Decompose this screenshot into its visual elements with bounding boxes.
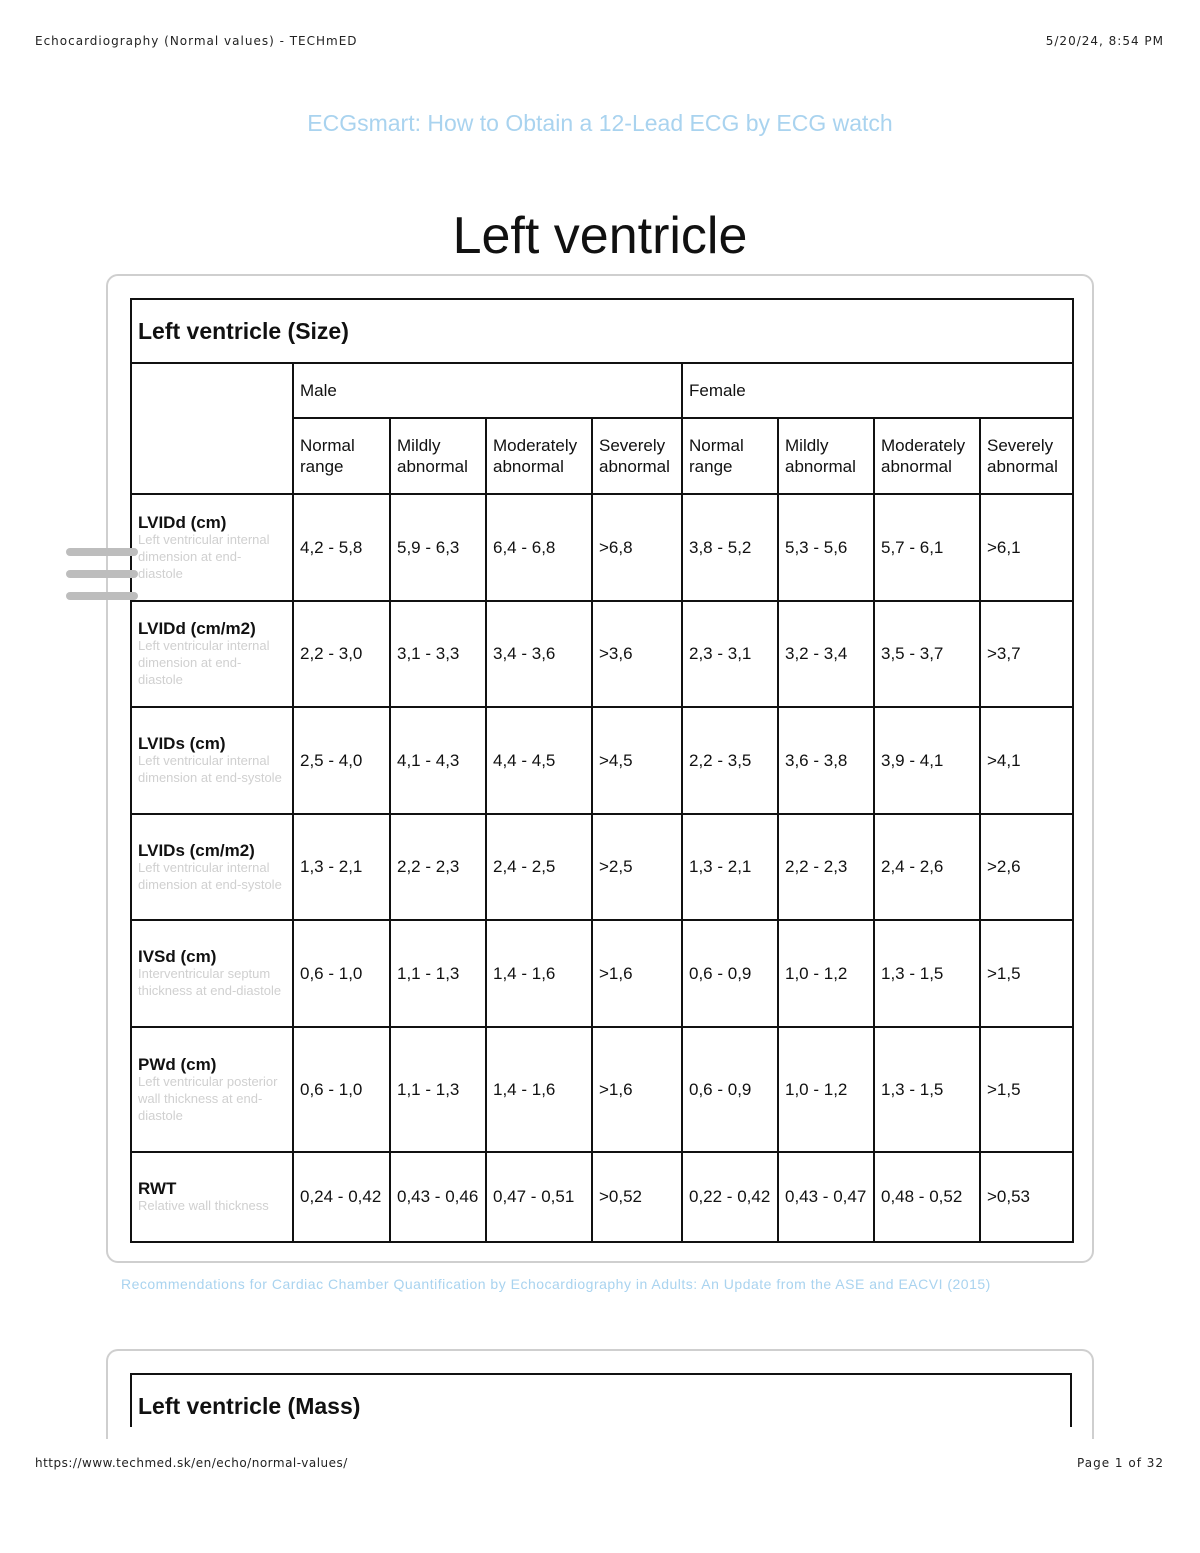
value-cell: >1,6 bbox=[592, 920, 682, 1027]
value-cell: 4,1 - 4,3 bbox=[390, 707, 486, 814]
parameter-name: LVIDs (cm) bbox=[138, 734, 226, 753]
value-cell: 4,2 - 5,8 bbox=[293, 494, 390, 601]
subheader-cell: Moderately abnormal bbox=[486, 418, 592, 494]
value-cell: >4,1 bbox=[980, 707, 1073, 814]
value-cell: 1,3 - 2,1 bbox=[293, 814, 390, 920]
subheader-cell: Severely abnormal bbox=[592, 418, 682, 494]
value-cell: 2,2 - 3,0 bbox=[293, 601, 390, 707]
parameter-description: Left ventricular internal dimension at end-diastole bbox=[138, 531, 270, 581]
value-cell: >6,8 bbox=[592, 494, 682, 601]
value-cell: >3,6 bbox=[592, 601, 682, 707]
subheader-cell: Severely abnormal bbox=[980, 418, 1073, 494]
parameter-cell bbox=[131, 601, 293, 707]
group-header-male: Male bbox=[293, 363, 682, 418]
value-cell: 0,48 - 0,52 bbox=[874, 1152, 980, 1242]
value-cell: 6,4 - 6,8 bbox=[486, 494, 592, 601]
parameter-description: Left ventricular internal dimension at end-systole bbox=[138, 753, 282, 785]
value-cell: 4,4 - 4,5 bbox=[486, 707, 592, 814]
value-cell: 2,2 - 3,5 bbox=[682, 707, 778, 814]
parameter-name: RWT bbox=[138, 1179, 177, 1198]
parameter-description: Relative wall thickness bbox=[138, 1198, 269, 1213]
value-cell: >4,5 bbox=[592, 707, 682, 814]
value-cell: >0,53 bbox=[980, 1152, 1073, 1242]
print-footer-page: Page 1 of 32 bbox=[1077, 1456, 1164, 1470]
group-header-row bbox=[131, 363, 1073, 418]
print-footer-url: https://www.techmed.sk/en/echo/normal-values/ bbox=[35, 1456, 348, 1470]
value-cell: 1,4 - 1,6 bbox=[486, 920, 592, 1027]
value-cell: 3,4 - 3,6 bbox=[486, 601, 592, 707]
value-cell: 3,1 - 3,3 bbox=[390, 601, 486, 707]
parameter-description: Left ventricular internal dimension at end-systole bbox=[138, 859, 282, 892]
value-cell: 2,2 - 2,3 bbox=[778, 814, 874, 920]
hamburger-menu-icon[interactable] bbox=[66, 548, 138, 600]
value-cell: 2,4 - 2,5 bbox=[486, 814, 592, 920]
value-cell: 1,0 - 1,2 bbox=[778, 920, 874, 1027]
parameter-name: LVIDs (cm/m2) bbox=[138, 840, 255, 860]
value-cell: 2,4 - 2,6 bbox=[874, 814, 980, 920]
value-cell: >1,5 bbox=[980, 920, 1073, 1027]
parameter-description: Interventricular septum thickness at end-diastole bbox=[138, 966, 282, 998]
value-cell: 1,3 - 1,5 bbox=[874, 920, 980, 1027]
value-cell: 1,3 - 1,5 bbox=[874, 1027, 980, 1152]
value-cell: >3,7 bbox=[980, 601, 1073, 707]
value-cell: >2,5 bbox=[592, 814, 682, 920]
value-cell: 0,24 - 0,42 bbox=[293, 1152, 390, 1242]
value-cell: 0,6 - 0,9 bbox=[682, 1027, 778, 1152]
citation-link[interactable]: Recommendations for Cardiac Chamber Quantification by Echocardiography in Adults: An Update from the ASE and EACVI (2015) bbox=[121, 1276, 991, 1292]
value-cell: 0,22 - 0,42 bbox=[682, 1152, 778, 1242]
page-title: Left ventricle bbox=[452, 207, 748, 265]
subheader-cell: Normal range bbox=[682, 418, 778, 494]
value-cell: 5,7 - 6,1 bbox=[874, 494, 980, 601]
value-cell: >1,5 bbox=[980, 1027, 1073, 1152]
table-row bbox=[131, 814, 1073, 920]
value-cell: 1,0 - 1,2 bbox=[778, 1027, 874, 1152]
parameter-name: IVSd (cm) bbox=[138, 947, 217, 966]
lv-size-table bbox=[130, 298, 1074, 1243]
value-cell: 3,2 - 3,4 bbox=[778, 601, 874, 707]
print-header-title: Echocardiography (Normal values) - TECHmED bbox=[35, 34, 358, 48]
value-cell: 0,6 - 1,0 bbox=[293, 1027, 390, 1152]
value-cell: 3,9 - 4,1 bbox=[874, 707, 980, 814]
table-row bbox=[131, 1152, 1073, 1242]
subheader-cell: Mildly abnormal bbox=[390, 418, 486, 494]
subheader-cell: Moderately abnormal bbox=[874, 418, 980, 494]
value-cell: >2,6 bbox=[980, 814, 1073, 920]
table-row bbox=[131, 1027, 1073, 1152]
parameter-name: PWd (cm) bbox=[138, 1054, 217, 1074]
value-cell: 5,3 - 5,6 bbox=[778, 494, 874, 601]
table-row bbox=[131, 707, 1073, 814]
promo-link[interactable]: ECGsmart: How to Obtain a 12-Lead ECG by ECG watch bbox=[307, 110, 893, 136]
parameter-cell bbox=[131, 1027, 293, 1152]
value-cell: >1,6 bbox=[592, 1027, 682, 1152]
value-cell: 1,4 - 1,6 bbox=[486, 1027, 592, 1152]
value-cell: >6,1 bbox=[980, 494, 1073, 601]
parameter-name: LVIDd (cm/m2) bbox=[138, 619, 256, 638]
value-cell: >0,52 bbox=[592, 1152, 682, 1242]
value-cell: 1,3 - 2,1 bbox=[682, 814, 778, 920]
parameter-description: Left ventricular internal dimension at end-diastole bbox=[138, 638, 270, 687]
next-table-caption: Left ventricle (Mass) bbox=[130, 1373, 1072, 1427]
table-row bbox=[131, 601, 1073, 707]
value-cell: 3,6 - 3,8 bbox=[778, 707, 874, 814]
value-cell: 2,5 - 4,0 bbox=[293, 707, 390, 814]
value-cell: 3,8 - 5,2 bbox=[682, 494, 778, 601]
table-row bbox=[131, 494, 1073, 601]
value-cell: 0,6 - 0,9 bbox=[682, 920, 778, 1027]
parameter-cell bbox=[131, 1152, 293, 1242]
parameter-cell bbox=[131, 707, 293, 814]
parameter-cell bbox=[131, 920, 293, 1027]
value-cell: 0,47 - 0,51 bbox=[486, 1152, 592, 1242]
print-header-timestamp: 5/20/24, 8:54 PM bbox=[1045, 34, 1164, 48]
parameter-cell bbox=[131, 814, 293, 920]
value-cell: 5,9 - 6,3 bbox=[390, 494, 486, 601]
table-caption-row bbox=[131, 299, 1073, 363]
value-cell: 1,1 - 1,3 bbox=[390, 920, 486, 1027]
corner-cell bbox=[131, 363, 293, 494]
subheader-cell: Normal range bbox=[293, 418, 390, 494]
parameter-description: Left ventricular posterior wall thickness at end-diastole bbox=[138, 1073, 278, 1123]
table-body bbox=[131, 494, 1073, 1242]
table-row bbox=[131, 920, 1073, 1027]
value-cell: 1,1 - 1,3 bbox=[390, 1027, 486, 1152]
value-cell: 0,6 - 1,0 bbox=[293, 920, 390, 1027]
table-caption: Left ventricle (Size) bbox=[131, 299, 1073, 363]
subheader-cell: Mildly abnormal bbox=[778, 418, 874, 494]
value-cell: 0,43 - 0,47 bbox=[778, 1152, 874, 1242]
value-cell: 3,5 - 3,7 bbox=[874, 601, 980, 707]
parameter-name: LVIDd (cm) bbox=[138, 512, 227, 532]
value-cell: 0,43 - 0,46 bbox=[390, 1152, 486, 1242]
value-cell: 2,2 - 2,3 bbox=[390, 814, 486, 920]
parameter-cell bbox=[131, 494, 293, 601]
value-cell: 2,3 - 3,1 bbox=[682, 601, 778, 707]
group-header-female: Female bbox=[682, 363, 1073, 418]
